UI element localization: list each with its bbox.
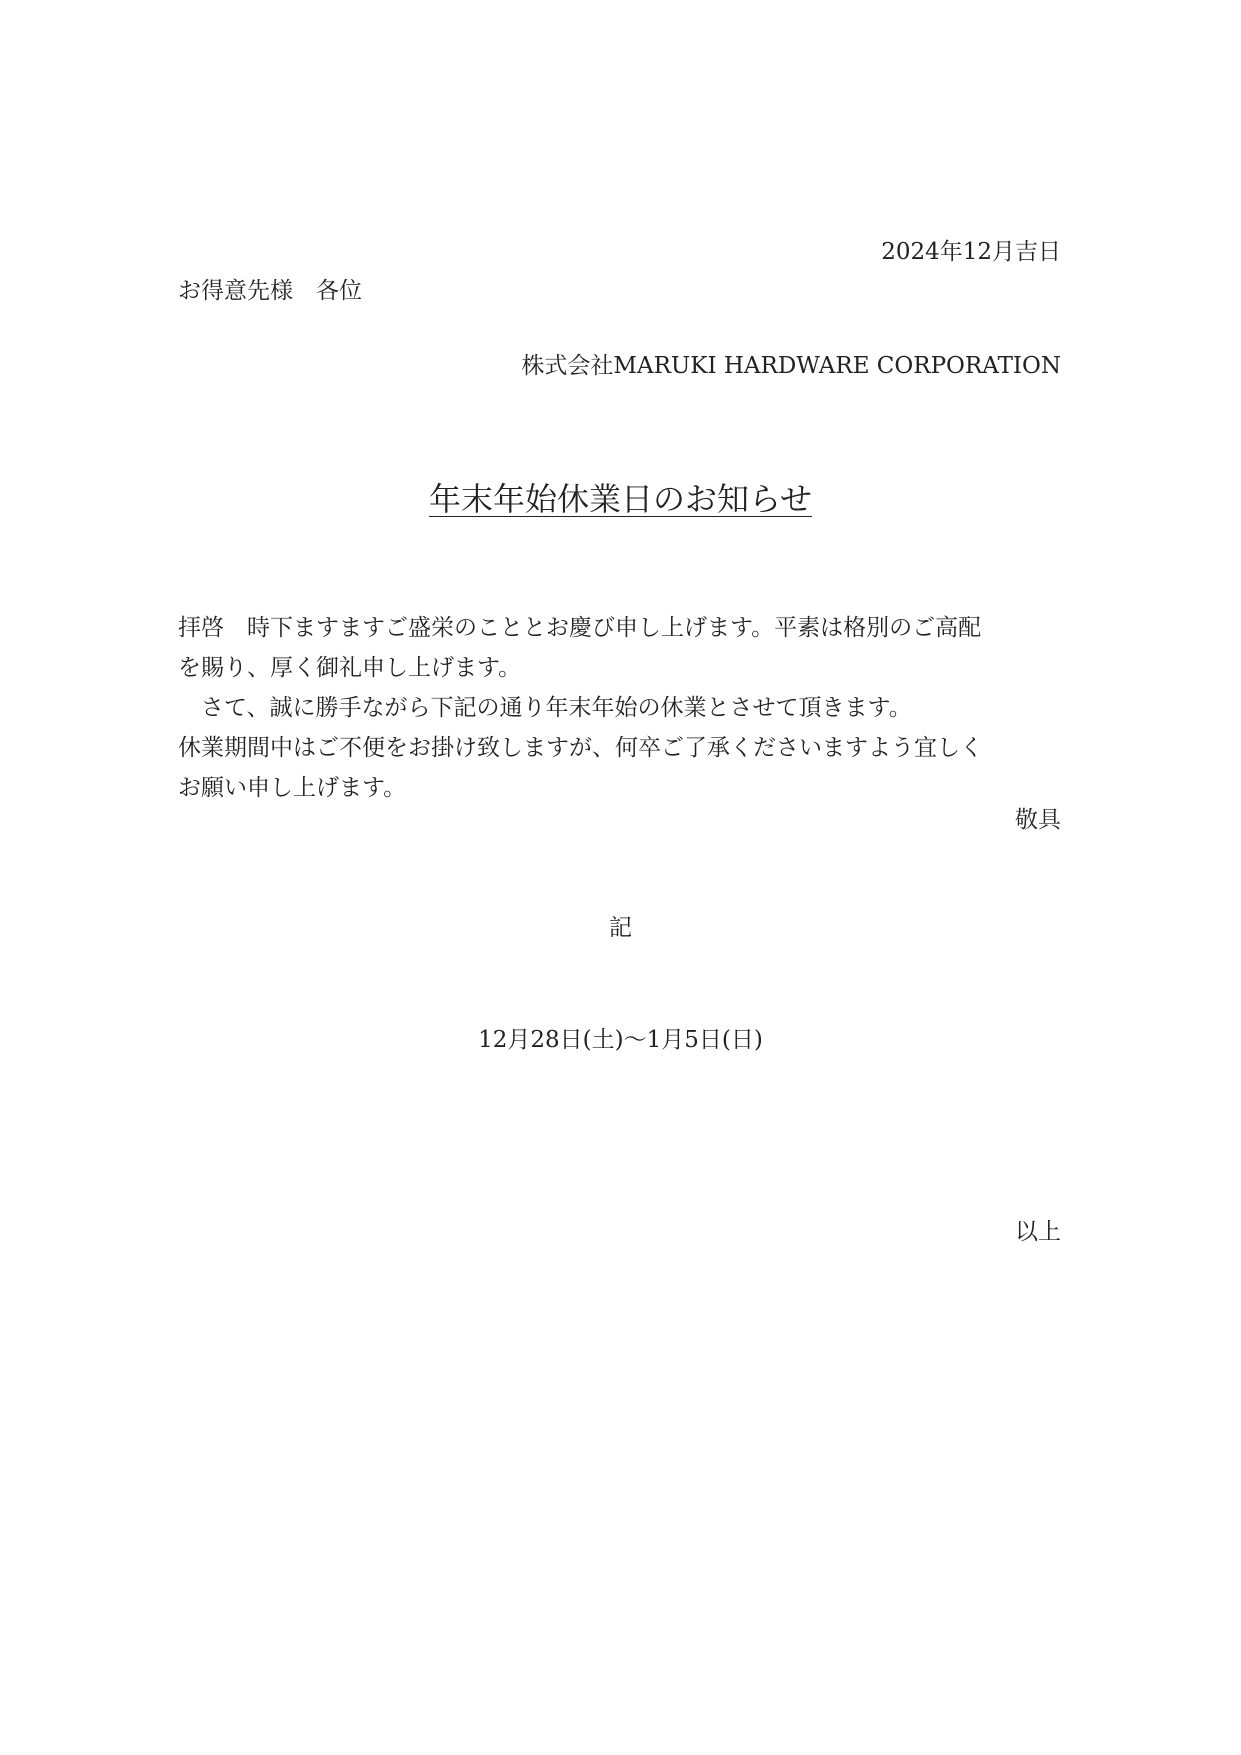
letter-body [178,608,1064,808]
notice-title [0,474,1241,524]
recipient: お得意先様 各位 [178,278,362,304]
closing-keigu: 敬具 [1015,807,1061,833]
body-line: さて、誠に勝手ながら下記の通り年末年始の休業とさせて頂きます。 [201,695,912,721]
body-line: 休業期間中はご不便をお掛け致しますが、何卒ご了承くださいますよう宜しく [178,735,983,761]
letter-date: 2024年12月吉日 [881,239,1061,265]
sender-company: 株式会社MARUKI HARDWARE CORPORATION [521,353,1061,379]
body-line: 拝啓 時下ますますご盛栄のこととお慶び申し上げます。平素は格別のご高配 [178,615,982,641]
body-line: お願い申し上げます。 [178,775,407,801]
body-line: を賜り、厚く御礼申し上げます。 [178,655,522,681]
ki-heading: 記 [609,915,632,941]
holiday-period: 12月28日(土)～1月5日(日) [478,1027,763,1053]
notice-title-text: 年末年始休業日のお知らせ [428,480,813,518]
end-ijou: 以上 [1015,1219,1061,1245]
